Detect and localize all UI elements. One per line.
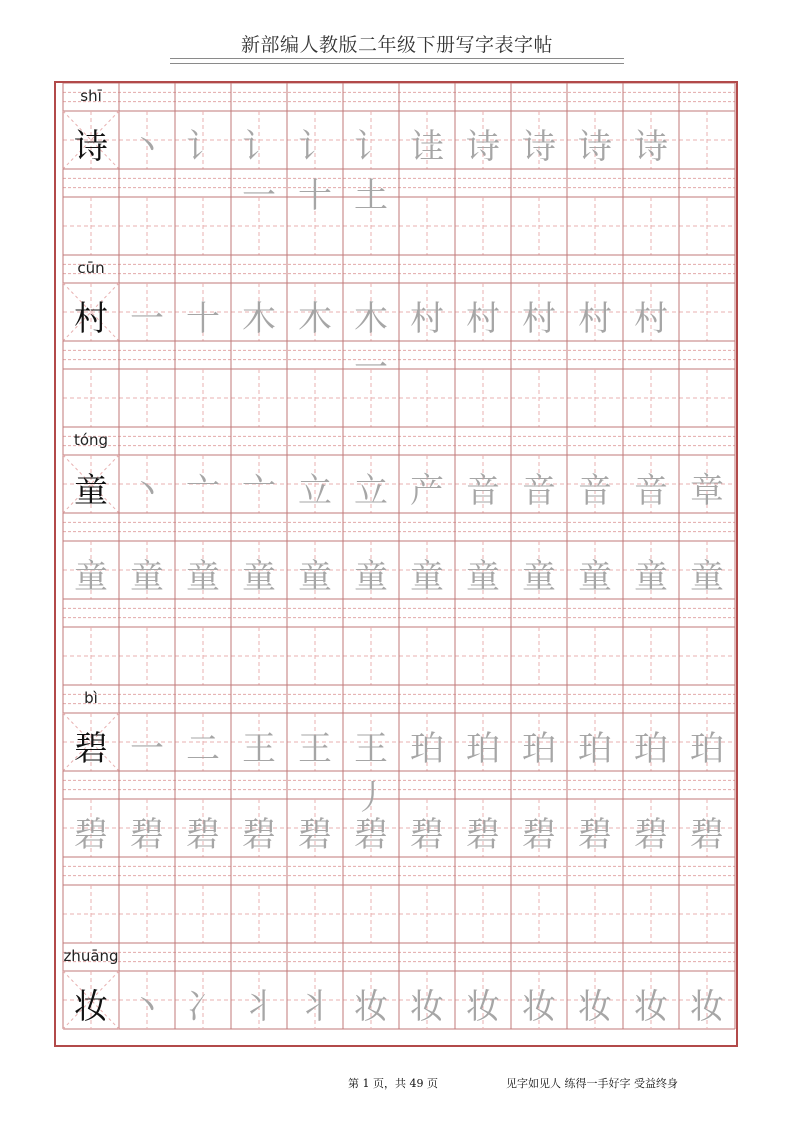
- model-character: 童: [74, 471, 108, 511]
- stroke-order-step: 妆: [410, 987, 444, 1027]
- model-character: 碧: [74, 729, 108, 769]
- stroke-order-step: 村: [522, 299, 556, 339]
- model-character: 妆: [74, 987, 108, 1027]
- stroke-order-step: 丬: [298, 987, 332, 1027]
- tracing-character: 童: [74, 557, 108, 597]
- stroke-order-step: 木: [242, 299, 276, 339]
- stroke-order-step: 丶: [130, 127, 164, 167]
- tracing-character: 碧: [578, 815, 612, 855]
- stroke-order-step: 珀: [522, 729, 556, 769]
- stroke-order-step: 妆: [522, 987, 556, 1027]
- tracing-character: 碧: [74, 815, 108, 855]
- tracing-character: 碧: [130, 815, 164, 855]
- stroke-order-step: 诗: [634, 127, 668, 167]
- stroke-order-step: 王丿: [354, 729, 388, 818]
- tracing-character: 童: [634, 557, 668, 597]
- stroke-order-step: 珀: [690, 729, 724, 769]
- tracing-character: 童: [410, 557, 444, 597]
- stroke-order-step: 珀: [634, 729, 668, 769]
- stroke-order-step: 冫: [186, 987, 220, 1027]
- page-number: 第 1 页，共 49 页: [348, 1077, 438, 1090]
- stroke-order-step: 立: [354, 471, 388, 511]
- stroke-order-step: 丶: [130, 471, 164, 511]
- tracing-character: 碧: [690, 815, 724, 855]
- stroke-order-step: 珀: [410, 729, 444, 769]
- pinyin-label: bì: [84, 689, 98, 707]
- page-title: 新部编人教版二年级下册写字表字帖: [240, 34, 553, 56]
- stroke-order-step: 讠土: [354, 127, 388, 216]
- tracing-character: 童: [578, 557, 612, 597]
- tracing-character: 童: [186, 557, 220, 597]
- tracing-character: 童: [354, 557, 388, 597]
- title-underline-bottom: [170, 63, 624, 64]
- stroke-order-step: 珀: [578, 729, 612, 769]
- stroke-order-step: 王: [242, 729, 276, 769]
- tracing-character: 碧: [242, 815, 276, 855]
- stroke-order-step: 亠: [186, 471, 220, 511]
- grid-content: [56, 83, 736, 1045]
- stroke-order-step: 音: [466, 471, 500, 511]
- stroke-order-step: 村: [466, 299, 500, 339]
- model-character: 诗: [74, 127, 108, 167]
- tracing-character: 童: [130, 557, 164, 597]
- pinyin-label: tóng: [73, 431, 109, 449]
- tracing-character: 碧: [186, 815, 220, 855]
- title-underline-top: [170, 58, 624, 59]
- footer-motto: 见字如见人 练得一手好字 受益终身: [506, 1077, 678, 1090]
- tracing-character: 碧: [466, 815, 500, 855]
- stroke-order-step: 妆: [634, 987, 668, 1027]
- stroke-order-step: 一: [130, 299, 164, 339]
- stroke-order-step: 丶: [130, 987, 164, 1027]
- stroke-order-step: 亠: [242, 471, 276, 511]
- tracing-character: 碧: [522, 815, 556, 855]
- pinyin-label: zhuāng: [63, 947, 119, 965]
- stroke-order-step: 章: [690, 471, 724, 511]
- tracing-character: 童: [298, 557, 332, 597]
- stroke-order-step: 妆: [354, 987, 388, 1027]
- stroke-order-step: 音: [522, 471, 556, 511]
- tracing-character: 童: [242, 557, 276, 597]
- stroke-order-step: 产: [410, 471, 444, 511]
- model-character: 村: [74, 299, 108, 339]
- stroke-order-step: 立: [298, 471, 332, 511]
- stroke-order-step: 丬: [242, 987, 276, 1027]
- tracing-character: 碧: [634, 815, 668, 855]
- stroke-order-step: 珀: [466, 729, 500, 769]
- stroke-order-step: 王: [298, 729, 332, 769]
- stroke-order-step: 讠: [186, 127, 220, 167]
- stroke-order-step: 村: [410, 299, 444, 339]
- stroke-order-step: 二: [186, 729, 220, 769]
- tracing-character: 碧: [354, 815, 388, 855]
- tracing-character: 童: [522, 557, 556, 597]
- stroke-order-step: 木: [298, 299, 332, 339]
- stroke-order-step: 妆: [578, 987, 612, 1027]
- pinyin-label: cūn: [77, 259, 105, 277]
- stroke-order-step: 妆: [690, 987, 724, 1027]
- stroke-order-step: 诗: [578, 127, 612, 167]
- tracing-character: 童: [690, 557, 724, 597]
- tracing-character: 童: [466, 557, 500, 597]
- stroke-order-step: 村: [634, 299, 668, 339]
- tracing-character: 碧: [410, 815, 444, 855]
- stroke-order-step: 音: [578, 471, 612, 511]
- practice-grid-frame: [54, 81, 738, 1047]
- stroke-order-step: 木一: [354, 299, 388, 388]
- stroke-order-step: 妆: [466, 987, 500, 1027]
- tracing-character: 碧: [298, 815, 332, 855]
- stroke-order-step: 讠一: [242, 127, 276, 216]
- stroke-order-step: 诖: [410, 127, 444, 167]
- pinyin-label: shī: [80, 87, 102, 105]
- stroke-order-step: 讠十: [298, 127, 332, 216]
- stroke-order-step: 村: [578, 299, 612, 339]
- stroke-order-step: 一: [130, 729, 164, 769]
- stroke-order-step: 诗: [466, 127, 500, 167]
- stroke-order-step: 十: [186, 299, 220, 339]
- stroke-order-step: 音: [634, 471, 668, 511]
- stroke-order-step: 诗: [522, 127, 556, 167]
